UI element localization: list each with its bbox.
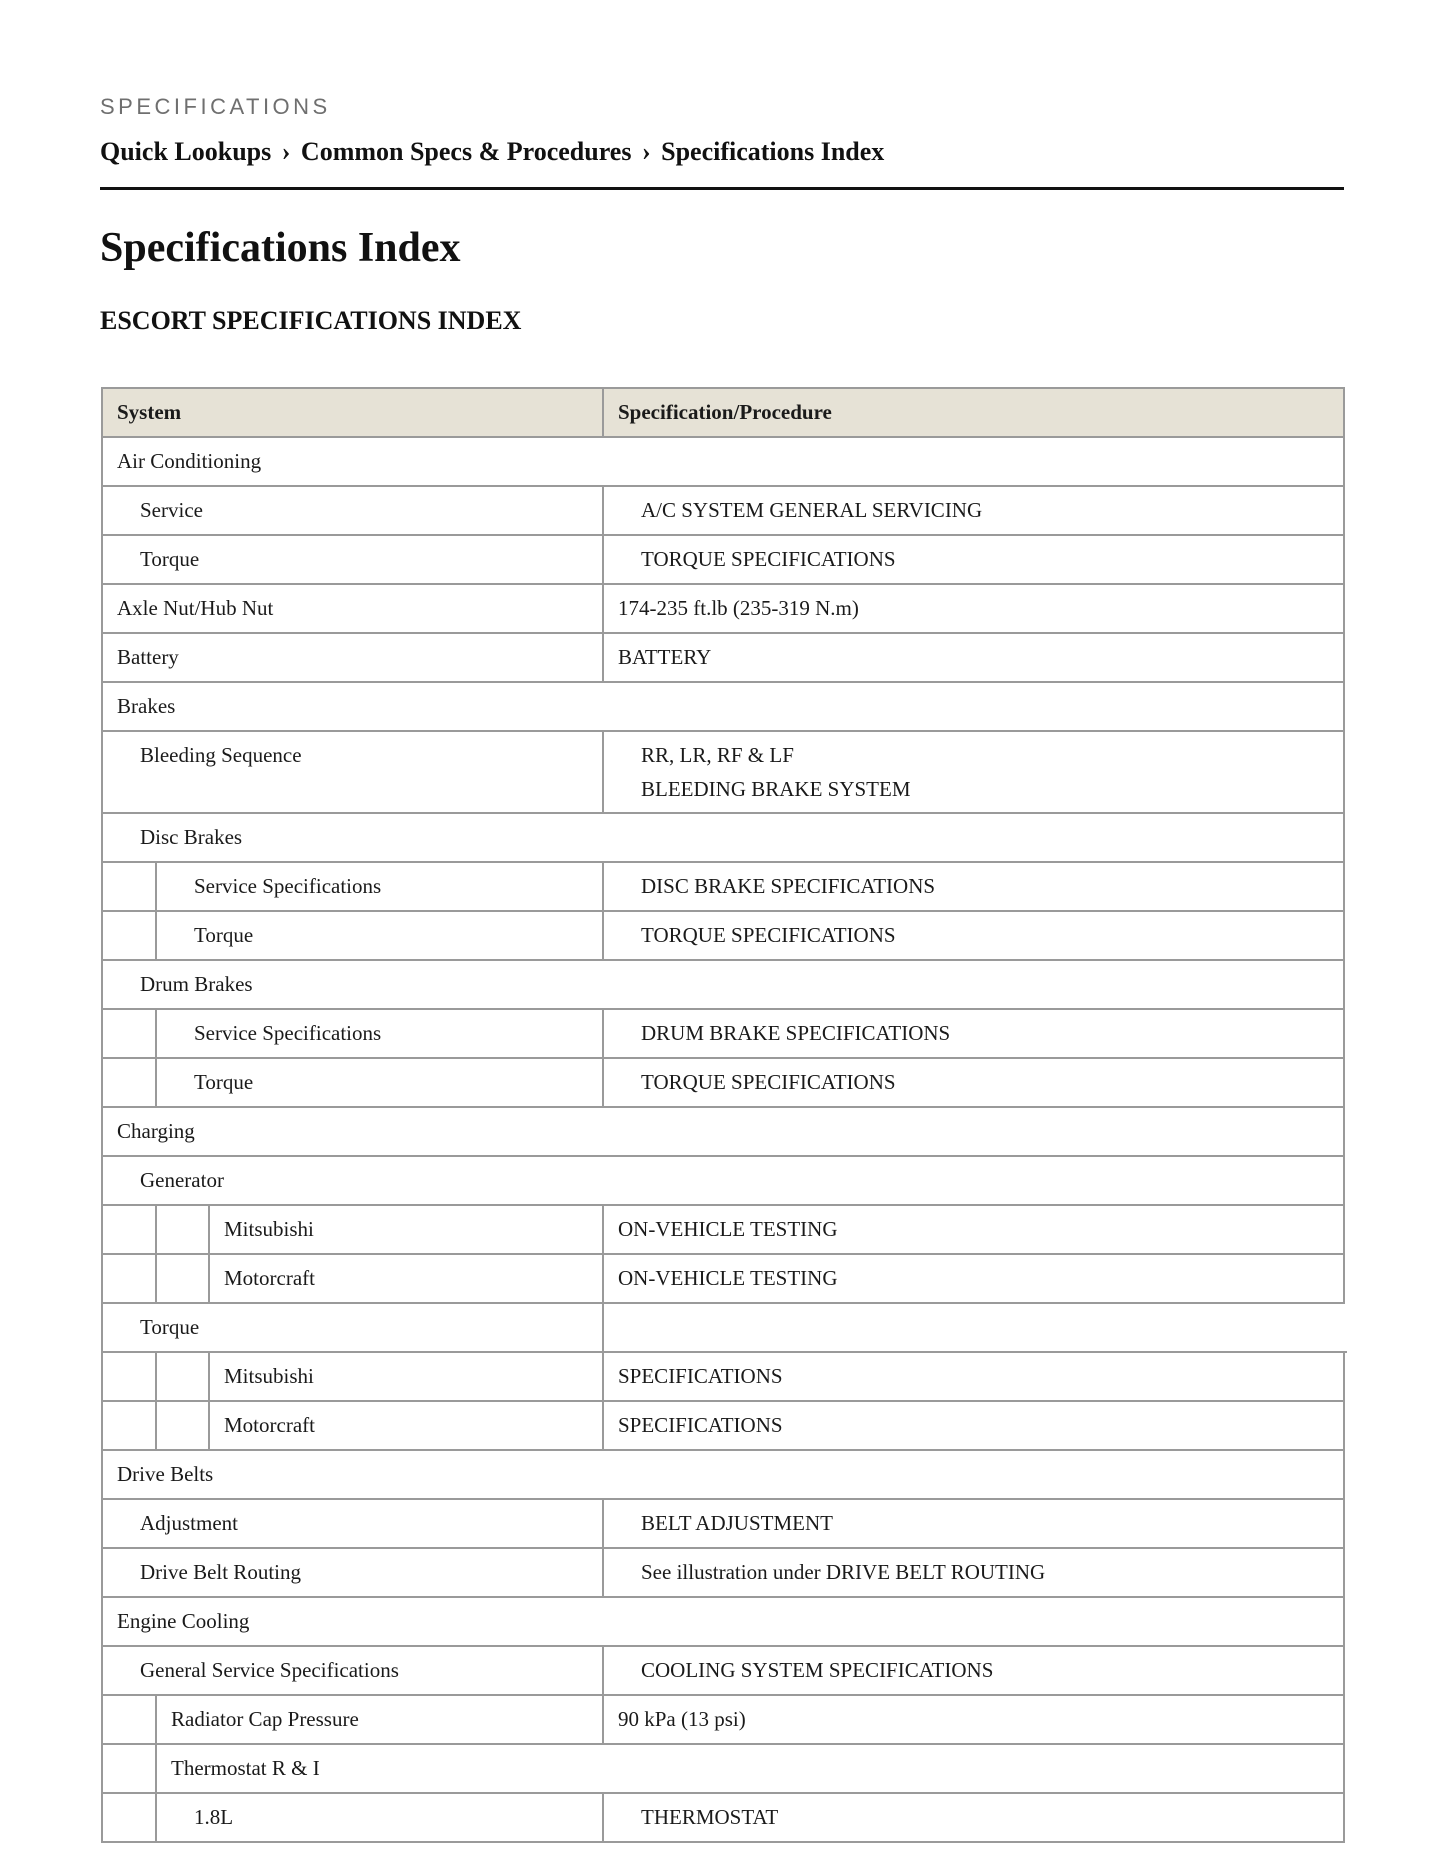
system-label: Service Specifications — [194, 874, 382, 898]
system-cell — [101, 959, 1345, 1010]
indent-cell — [101, 861, 157, 912]
indent-cell — [101, 1204, 157, 1255]
system-label: Service Specifications — [194, 1021, 382, 1045]
system-label: Motorcraft — [224, 1266, 315, 1290]
system-cell — [155, 1057, 604, 1108]
system-cell — [101, 534, 604, 585]
system-label: Adjustment — [140, 1511, 238, 1535]
system-label: Mitsubishi — [224, 1217, 314, 1241]
spec-value[interactable]: 174-235 ft.lb (235-319 N.m) — [618, 596, 859, 620]
system-cell — [155, 1792, 604, 1843]
table-row — [101, 1646, 1345, 1695]
indent-cell — [101, 1008, 157, 1059]
spec-cell — [602, 861, 1345, 912]
breadcrumb-separator: › — [641, 137, 651, 166]
column-header-spec: Specification/Procedure — [618, 400, 832, 424]
table-row — [101, 813, 1345, 862]
system-cell — [101, 632, 604, 683]
system-cell — [208, 1253, 604, 1304]
indent-cell — [101, 1743, 157, 1794]
system-cell — [101, 583, 604, 634]
spec-value[interactable]: ON-VEHICLE TESTING — [618, 1217, 838, 1241]
spec-cell — [602, 1547, 1345, 1598]
spec-value[interactable]: COOLING SYSTEM SPECIFICATIONS — [641, 1658, 994, 1682]
spec-cell — [602, 1351, 1345, 1402]
table-row — [101, 486, 1345, 535]
system-cell — [208, 1400, 604, 1451]
table-row — [101, 1597, 1345, 1646]
system-cell — [101, 1106, 1345, 1157]
spec-cell — [602, 1400, 1345, 1451]
system-cell — [101, 1547, 604, 1598]
system-label: Torque — [194, 1070, 254, 1094]
spec-cell — [602, 1253, 1345, 1304]
indent-cell — [155, 1204, 210, 1255]
system-label: Drive Belt Routing — [140, 1560, 301, 1584]
system-label: Motorcraft — [224, 1413, 315, 1437]
system-label: Axle Nut/Hub Nut — [117, 596, 274, 620]
spec-value[interactable]: TORQUE SPECIFICATIONS — [641, 923, 896, 947]
indent-cell — [155, 1351, 210, 1402]
header-cell-spec — [602, 387, 1345, 438]
spec-cell — [602, 485, 1345, 536]
table-row — [101, 1107, 1345, 1156]
spec-cell — [602, 910, 1345, 961]
table-row — [101, 1744, 1345, 1793]
spec-cell — [602, 1302, 1347, 1353]
section-label: SPECIFICATIONS — [100, 94, 331, 119]
column-header-system: System — [117, 400, 182, 424]
indent-cell — [101, 1253, 157, 1304]
indent-cell — [155, 1253, 210, 1304]
system-label: Air Conditioning — [117, 449, 262, 473]
system-cell — [155, 1008, 604, 1059]
table-row — [101, 1058, 1345, 1107]
spec-cell — [602, 730, 1345, 814]
table-row — [101, 731, 1345, 813]
page-subtitle: ESCORT SPECIFICATIONS INDEX — [100, 306, 522, 335]
system-cell — [101, 436, 1345, 487]
system-cell — [101, 681, 1345, 732]
breadcrumb-item-specifications-index[interactable]: Specifications Index — [661, 137, 885, 166]
specifications-table — [101, 388, 1345, 1842]
system-label: Bleeding Sequence — [140, 743, 302, 767]
system-label: Torque — [194, 923, 254, 947]
breadcrumb-item-quick-lookups[interactable]: Quick Lookups — [100, 137, 272, 166]
system-label: Service — [140, 498, 203, 522]
spec-cell — [602, 583, 1345, 634]
table-header-row — [101, 388, 1345, 437]
system-label: Engine Cooling — [117, 1609, 250, 1633]
indent-cell — [101, 910, 157, 961]
table-row — [101, 862, 1345, 911]
table-row — [101, 911, 1345, 960]
breadcrumb-item-common-specs[interactable]: Common Specs & Procedures — [300, 137, 632, 166]
header-cell-system — [101, 387, 604, 438]
system-cell — [101, 1596, 1345, 1647]
spec-value[interactable]: SPECIFICATIONS — [618, 1364, 783, 1388]
header-divider — [100, 187, 1344, 190]
spec-value[interactable]: 90 kPa (13 psi) — [618, 1707, 746, 1731]
system-cell — [101, 812, 1345, 863]
spec-cell — [602, 1694, 1345, 1745]
system-label: Torque — [140, 1315, 200, 1339]
system-cell — [101, 1155, 1345, 1206]
table-row — [101, 535, 1345, 584]
system-label: General Service Specifications — [140, 1658, 399, 1682]
system-cell — [208, 1204, 604, 1255]
spec-cell — [602, 1792, 1345, 1843]
spec-value[interactable]: DISC BRAKE SPECIFICATIONS — [641, 874, 936, 898]
system-cell — [155, 1743, 1345, 1794]
table-row — [101, 1303, 1345, 1352]
table-row — [101, 1793, 1345, 1842]
system-label: Thermostat R & I — [171, 1756, 320, 1780]
spec-value[interactable]: BATTERY — [618, 645, 712, 669]
indent-cell — [101, 1351, 157, 1402]
system-label: 1.8L — [194, 1805, 234, 1829]
spec-cell — [602, 1645, 1345, 1696]
indent-cell — [101, 1400, 157, 1451]
page-title: Specifications Index — [100, 225, 461, 271]
system-label: Generator — [140, 1168, 224, 1192]
table-row — [101, 437, 1345, 486]
table-row — [101, 1009, 1345, 1058]
system-cell — [208, 1351, 604, 1402]
table-row — [101, 1695, 1345, 1744]
table-row — [101, 633, 1345, 682]
spec-cell — [602, 1204, 1345, 1255]
indent-cell — [101, 1057, 157, 1108]
system-cell — [101, 1498, 604, 1549]
system-cell — [101, 1302, 604, 1353]
spec-cell — [602, 534, 1345, 585]
indent-cell — [101, 1694, 157, 1745]
system-cell — [155, 910, 604, 961]
table-row — [101, 584, 1345, 633]
table-row — [101, 1401, 1345, 1450]
system-cell — [101, 485, 604, 536]
spec-cell — [602, 1008, 1345, 1059]
table-row — [101, 1254, 1345, 1303]
table-row — [101, 1499, 1345, 1548]
table-row — [101, 960, 1345, 1009]
system-label: Charging — [117, 1119, 195, 1143]
system-cell — [155, 1694, 604, 1745]
spec-cell — [602, 1498, 1345, 1549]
indent-cell — [101, 1792, 157, 1843]
spec-value[interactable]: BELT ADJUSTMENT — [641, 1511, 833, 1535]
indent-cell — [155, 1400, 210, 1451]
system-label: Mitsubishi — [224, 1364, 314, 1388]
spec-value[interactable]: DRUM BRAKE SPECIFICATIONS — [641, 1021, 951, 1045]
system-label: Radiator Cap Pressure — [171, 1707, 359, 1731]
table-row — [101, 682, 1345, 731]
spec-value[interactable]: THERMOSTAT — [641, 1805, 779, 1829]
table-row — [101, 1205, 1345, 1254]
spec-cell — [602, 632, 1345, 683]
spec-cell — [602, 1057, 1345, 1108]
spec-value[interactable]: RR, LR, RF & LF — [641, 743, 794, 767]
system-cell — [101, 1449, 1345, 1500]
system-label: Torque — [140, 547, 200, 571]
system-cell — [101, 730, 604, 814]
breadcrumb — [100, 137, 884, 167]
spec-value[interactable]: TORQUE SPECIFICATIONS — [641, 547, 896, 571]
table-row — [101, 1352, 1345, 1401]
system-cell — [101, 1645, 604, 1696]
breadcrumb-separator: › — [281, 137, 291, 166]
system-label: Disc Brakes — [140, 825, 243, 849]
system-cell — [155, 861, 604, 912]
spec-value[interactable]: A/C SYSTEM GENERAL SERVICING — [641, 498, 983, 522]
spec-value[interactable]: TORQUE SPECIFICATIONS — [641, 1070, 896, 1094]
spec-value[interactable]: SPECIFICATIONS — [618, 1413, 783, 1437]
system-label: Battery — [117, 645, 179, 669]
system-label: Brakes — [117, 694, 176, 718]
system-label: Drive Belts — [117, 1462, 214, 1486]
system-label: Drum Brakes — [140, 972, 253, 996]
table-row — [101, 1156, 1345, 1205]
spec-value[interactable]: See illustration under DRIVE BELT ROUTING — [641, 1560, 1046, 1584]
spec-value[interactable]: BLEEDING BRAKE SYSTEM — [641, 777, 911, 801]
table-row — [101, 1450, 1345, 1499]
spec-value[interactable]: ON-VEHICLE TESTING — [618, 1266, 838, 1290]
table-row — [101, 1548, 1345, 1597]
